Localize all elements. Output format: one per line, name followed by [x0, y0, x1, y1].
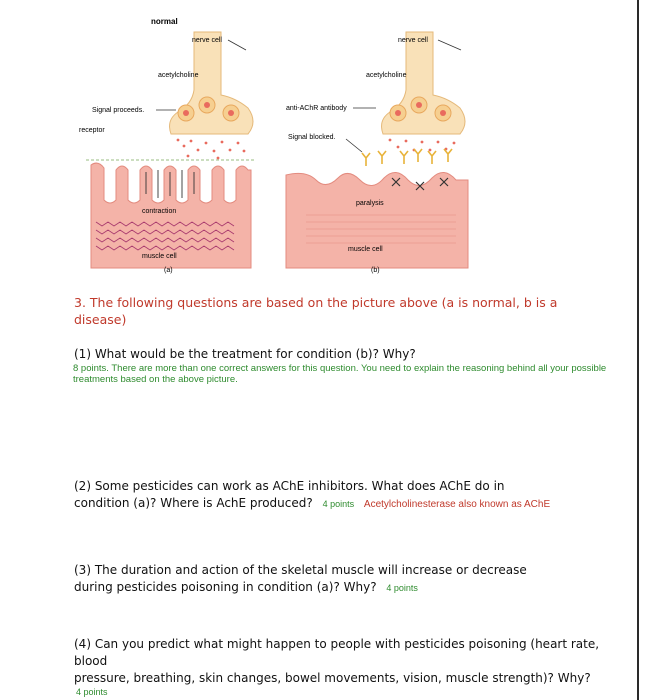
- label-nerve-cell-a: nerve cell: [192, 37, 222, 44]
- question-3-title: [74, 294, 594, 328]
- question-1-note-line1: 8 points. There are more than one correct answers for this question. You need to explain the reasoning behind all your possible: [73, 363, 607, 374]
- panel-b: [286, 32, 468, 274]
- label-contraction: contraction: [142, 208, 177, 215]
- question-2-line2: condition (a)? Where is AchE produced?: [74, 496, 313, 510]
- question-2-points: 4 points: [322, 499, 355, 509]
- label-paralysis: paralysis: [356, 200, 384, 207]
- caption-b: (b): [371, 267, 380, 274]
- page-edge: [637, 0, 639, 700]
- label-nerve-cell-b: nerve cell: [398, 37, 428, 44]
- question-2-line1: (2) Some pesticides can work as AChE inhibitors. What does AChE do in: [74, 479, 505, 493]
- question-4-line1: (4) Can you predict what might happen to people with pesticides poisoning (heart rate, blood: [74, 637, 600, 668]
- question-4-points: 4 points: [76, 687, 108, 697]
- question-4: [74, 636, 634, 698]
- label-signal-proceeds: Signal proceeds.: [92, 107, 145, 114]
- question-3-title-line2: disease): [74, 312, 127, 327]
- label-acetylcholine-b: acetylcholine: [366, 72, 407, 79]
- question-3-title-line1: 3. The following questions are based on the picture above (a is normal, b is a: [74, 295, 558, 310]
- question-1-text: (1) What would be the treatment for condition (b)? Why?: [74, 347, 416, 361]
- question-3-sub: [74, 562, 634, 597]
- caption-a: (a): [164, 267, 173, 274]
- question-1-note-line2: treatments based on the above picture.: [73, 374, 238, 385]
- label-receptor: receptor: [79, 127, 105, 134]
- question-2: [74, 478, 634, 513]
- question-2-ache-note: Acetylcholinesterase also known as AChE: [363, 499, 551, 510]
- question-1: [74, 346, 634, 363]
- question-3-sub-line2: during pesticides poisoning in condition (a)? Why?: [74, 580, 377, 594]
- question-3-sub-line1: (3) The duration and action of the skeletal muscle will increase or decrease: [74, 563, 527, 577]
- question-3-sub-points: 4 points: [386, 583, 418, 593]
- label-signal-blocked: Signal blocked.: [288, 134, 336, 141]
- neuromuscular-junction-figure: [76, 10, 476, 280]
- panel-a: [76, 10, 261, 274]
- label-muscle-cell-b: muscle cell: [348, 246, 383, 253]
- label-anti-achr-antibody: anti-AChR antibody: [286, 105, 347, 112]
- question-4-line2: pressure, breathing, skin changes, bowel movements, vision, muscle strength)? Why?: [74, 671, 591, 685]
- label-muscle-cell-a: muscle cell: [142, 253, 177, 260]
- figure-title: normal: [151, 17, 178, 26]
- label-acetylcholine-a: acetylcholine: [158, 72, 199, 79]
- question-1-note: [73, 363, 633, 385]
